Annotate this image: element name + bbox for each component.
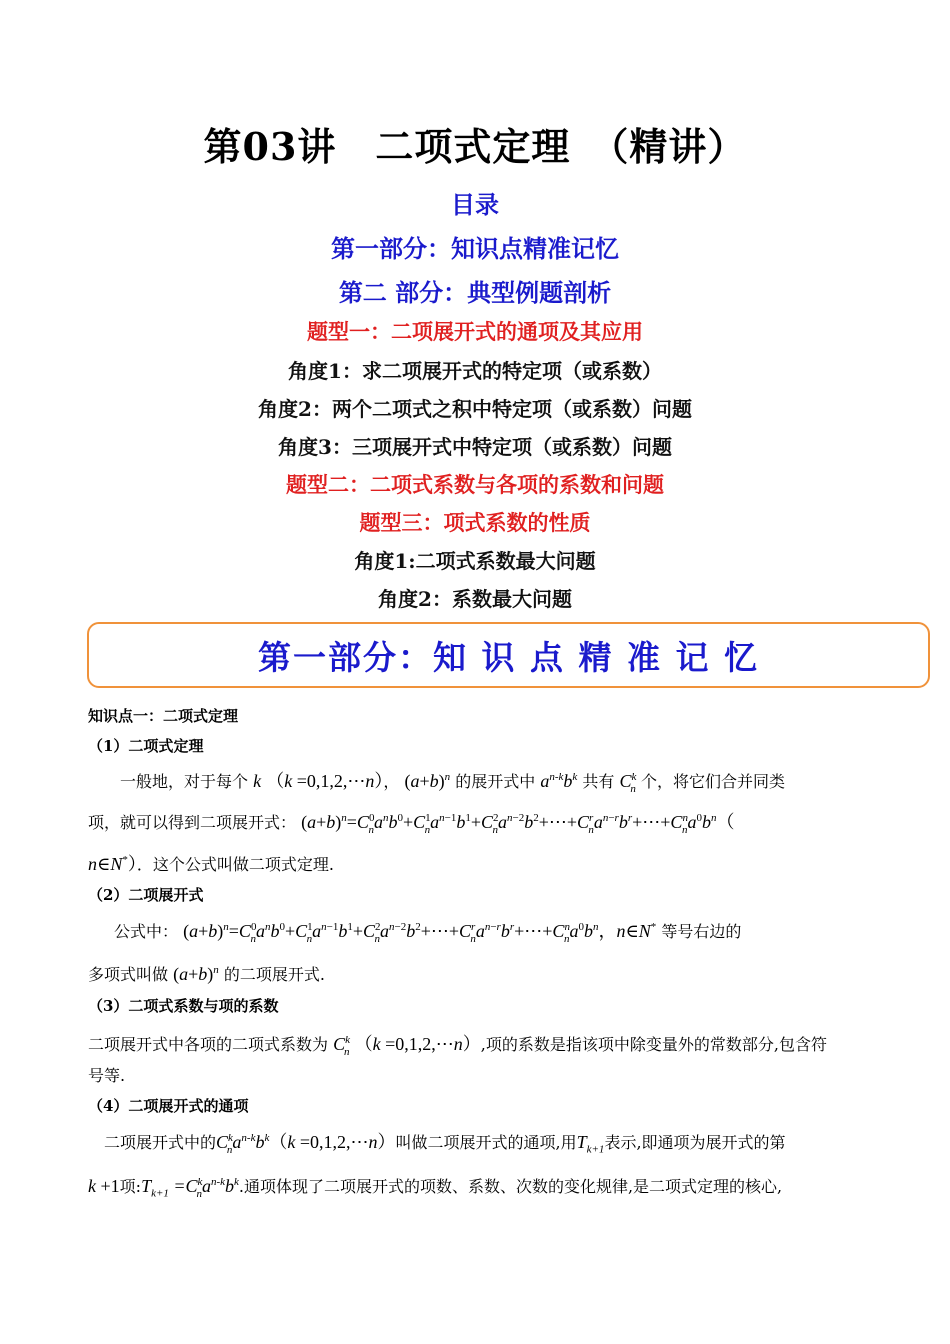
- toc-type1[interactable]: 题型一：二项展开式的通项及其应用: [307, 319, 643, 344]
- subsection-3: （3）二项式系数与项的系数: [88, 997, 279, 1015]
- paragraph-4-line-2: k +1项$:T_{k+1} =C^k_na^{n-k}b^k$.通项体现了二项展开式的项数、系数、次数的变化规律,是二项式定理的核心,: [88, 1176, 783, 1200]
- paragraph-1-line-1: 一般地，对于每个 k （k =0,1,2,⋯n）， $(a+b)^n$ 的展开式中 $a^{n-k}b^k$ 共有 $C^k_n$ 个，将它们合并同类: [120, 771, 785, 795]
- toc-type1-angle3[interactable]: 角度3：三项展开式中特定项（或系数）问题: [278, 435, 672, 459]
- subsection-1: （1）二项式定理: [88, 737, 204, 755]
- paragraph-2-line-2: 多项式叫做 $(a+b)^n$ 的二项展开式.: [88, 964, 325, 984]
- toc-heading: 目录: [451, 190, 499, 219]
- knowledge-point-1: 知识点一：二项式定理: [88, 707, 239, 725]
- toc-type3-angle1[interactable]: 角度1:二项式系数最大问题: [354, 549, 596, 573]
- paragraph-3-line-2: 号等.: [88, 1066, 126, 1085]
- subsection-2: （2）二项展开式: [88, 886, 204, 904]
- section-banner-label: 第一部分：知 识 点 精 准 记 忆: [258, 637, 759, 677]
- paragraph-1-line-3: n∈N*）．这个公式叫做二项式定理.: [88, 854, 334, 874]
- toc-part1[interactable]: 第一部分：知识点精准记忆: [331, 234, 619, 263]
- paragraph-2-line-1: 公式中： $(a+b)^n=C^0_na^nb^0+C^1_na^{n-1}b^1+C^2_na^{n-2}b^2+\cdots+C^r_na^{n-r}b^r+\cdots+C^n_na^0b^n$，n∈N* 等号右边的: [114, 921, 742, 945]
- toc-type2[interactable]: 题型二：二项式系数与各项的系数和问题: [286, 472, 664, 497]
- subsection-4: （4）二项展开式的通项: [88, 1097, 249, 1115]
- toc-type1-angle1[interactable]: 角度1：求二项展开式的特定项（或系数）: [288, 359, 662, 383]
- paragraph-3-line-1: 二项展开式中各项的二项式系数为 $C^k_n$ （k =0,1,2,⋯n）,项的系数是指该项中除变量外的常数部分,包含符: [88, 1034, 827, 1058]
- section-banner: [87, 622, 930, 688]
- toc-type1-angle2[interactable]: 角度2：两个二项式之积中特定项（或系数）问题: [258, 397, 692, 421]
- page-title: 第03讲 二项式定理 （精讲）: [203, 124, 747, 169]
- paragraph-1-line-2: 项，就可以得到二项展开式： $(a+b)^n=C^0_na^nb^0+C^1_na^{n-1}b^1+C^2_na^{n-2}b^2+\cdots+C^r_na^{n-r}b^r+\cdots+C^n_na^0b^n$（: [88, 812, 735, 836]
- paragraph-4-line-1: 二项展开式中的$C^k_na^{n-k}b^k(k$ =0,1,2,⋯n）叫做二项展开式的通项,用$T_{k+1}$表示,即通项为展开式的第: [104, 1132, 786, 1156]
- toc-part2[interactable]: 第二 部分：典型例题剖析: [338, 278, 612, 307]
- toc-type3-angle2[interactable]: 角度2：系数最大问题: [378, 587, 572, 611]
- toc-type3[interactable]: 题型三：项式系数的性质: [359, 510, 591, 535]
